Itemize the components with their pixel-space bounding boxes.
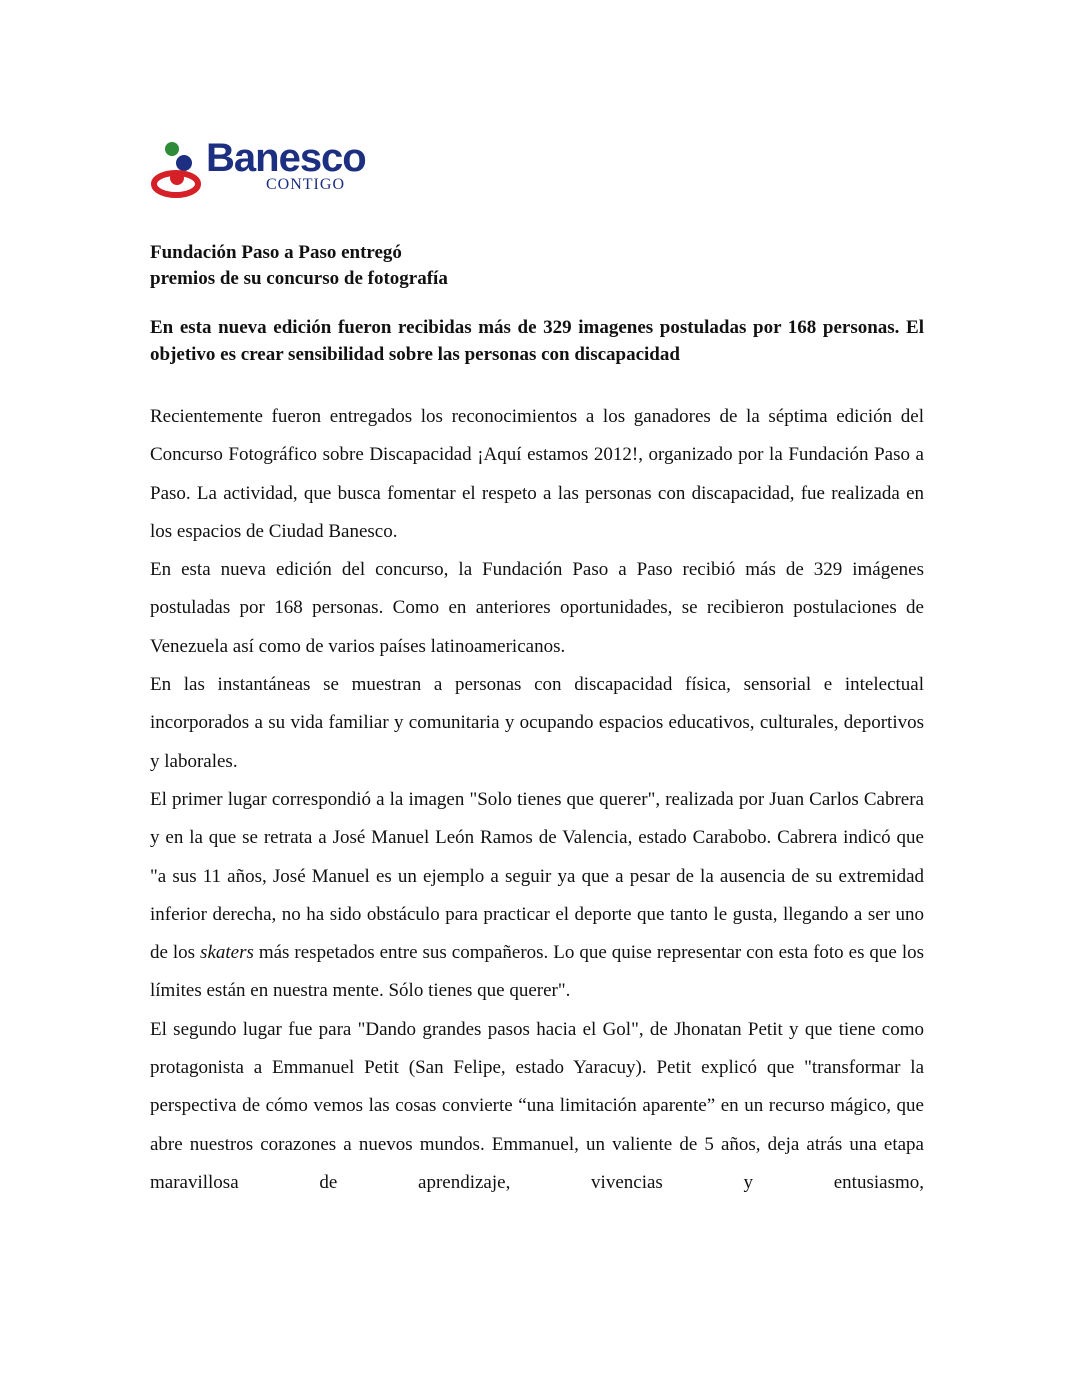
banesco-emblem-icon [150, 134, 210, 210]
paragraph-4-text-b: más respetados entre sus compañeros. Lo que quise representar con esta foto es que los límites están en nuestra mente. Sólo tienes que querer". [150, 942, 925, 1002]
paragraph-4-text-a: El primer lugar correspondió a la imagen "Solo tienes que querer", realizada por Juan Carlos Cabrera y en la que se retrata a José Manuel León Ramos de Valencia, estado Carabobo. Cabrera indicó que "a sus 11 años, José Manuel es un ejemplo a seguir ya que a pesar de la ausencia de su extremidad inferior derecha, no ha sido obstáculo para practicar el deporte que tanto le gusta, llegando a ser uno de los [150, 788, 924, 964]
article-subhead: En esta nueva edición fueron recibidas más de 329 imagenes postuladas por 168 personas. El objetivo es crear sensibilidad sobre las personas con discapacidad [150, 317, 924, 365]
article-headline [150, 240, 930, 292]
logo-brand-text: Banesco [206, 136, 366, 180]
article-body [150, 398, 924, 1202]
logo-tagline: CONTIGO [266, 176, 345, 193]
paragraph-4 [150, 781, 924, 1011]
paragraph-3: En las instantáneas se muestran a personas con discapacidad física, sensorial e intelectual incorporados a su vida familiar y comunitaria y ocupando espacios educativos, culturales, deportivos y laborales. [150, 674, 924, 772]
paragraph-4-italic: skaters [200, 942, 254, 964]
paragraph-5: El segundo lugar fue para "Dando grandes pasos hacia el Gol", de Jhonatan Petit y que tiene como protagonista a Emmanuel Petit (San Felipe, estado Yaracuy). Petit explicó que "transformar la perspectiva de cómo vemos las cosas convierte “una limitación aparente” en un recurso mágico, que abre nuestros corazones a nuevos mundos. Emmanuel, un valiente de 5 años, deja atrás una etapa maravillosa de aprendizaje, vivencias y entusiasmo, [150, 1018, 924, 1193]
headline-line-2: premios de su concurso de fotografía [150, 268, 448, 289]
paragraph-2: En esta nueva edición del concurso, la Fundación Paso a Paso recibió más de 329 imágenes postuladas por 168 personas. Como en anteriores oportunidades, se recibieron postulaciones de Venezuela así como de varios países latinoamericanos. [150, 559, 924, 657]
paragraph-1: Recientemente fueron entregados los reconocimientos a los ganadores de la séptima edición del Concurso Fotográfico sobre Discapacidad ¡Aquí estamos 2012!, organizado por la Fundación Paso a Paso. La actividad, que busca fomentar el respeto a las personas con discapacidad, fue realizada en los espacios de Ciudad Banesco. [150, 406, 924, 542]
headline-line-1: Fundación Paso a Paso entregó [150, 242, 402, 263]
banesco-logo [150, 128, 406, 210]
